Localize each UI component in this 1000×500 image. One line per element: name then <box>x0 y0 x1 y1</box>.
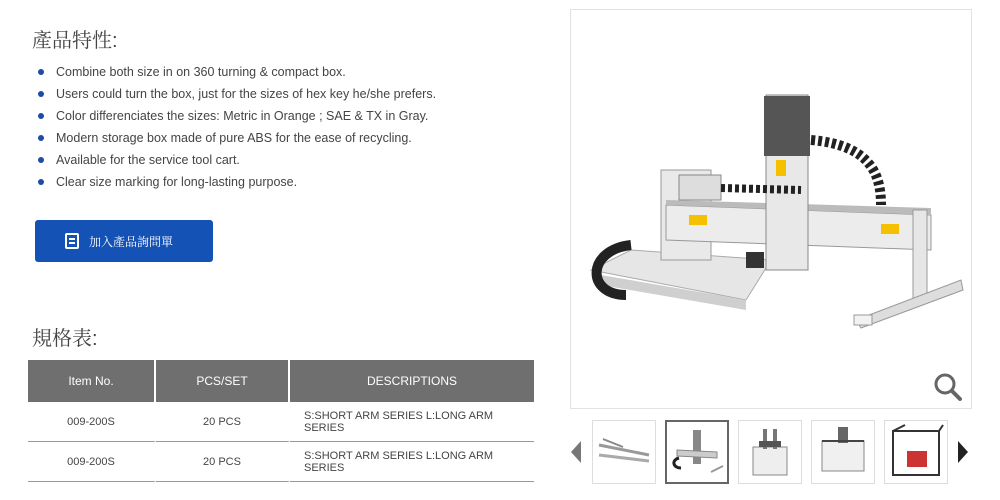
chevron-left-icon[interactable] <box>568 437 584 467</box>
thumbnail-workstation-a[interactable] <box>738 420 802 484</box>
table-row <box>28 402 534 442</box>
feature-text: Available for the service tool cart. <box>56 153 240 167</box>
feature-item <box>36 128 436 150</box>
pcs-set-cell: 20 PCS <box>156 442 290 482</box>
feature-item <box>36 106 436 128</box>
spec-table <box>28 360 534 482</box>
column-header-descriptions: DESCRIPTIONS <box>290 360 534 402</box>
feature-list <box>36 62 436 194</box>
thumbnail-gantry-robot[interactable] <box>665 420 729 484</box>
inquiry-button-label: 加入產品詢問單 <box>89 234 174 249</box>
description-cell: S:SHORT ARM SERIES L:LONG ARM SERIES <box>290 402 534 442</box>
feature-item <box>36 150 436 172</box>
bullet-icon <box>38 179 44 185</box>
features-title: 產品特性: <box>32 30 118 52</box>
bullet-icon <box>38 113 44 119</box>
pcs-set-cell: 20 PCS <box>156 402 290 442</box>
feature-item <box>36 62 436 84</box>
thumbnail-frame-machine[interactable] <box>884 420 948 484</box>
main-product-image[interactable] <box>570 9 972 409</box>
feature-text: Users could turn the box, just for the sizes of hex key he/she prefers. <box>56 87 437 101</box>
table-header-row <box>28 360 534 402</box>
thumbnail-gantry-parts[interactable] <box>592 420 656 484</box>
bullet-icon <box>38 157 44 163</box>
bullet-icon <box>38 69 44 75</box>
item-no-cell: 009-200S <box>28 402 156 442</box>
table-row <box>28 442 534 482</box>
feature-item <box>36 84 436 106</box>
description-cell: S:SHORT ARM SERIES L:LONG ARM SERIES <box>290 442 534 482</box>
item-no-cell: 009-200S <box>28 442 156 482</box>
add-to-inquiry-button[interactable] <box>35 220 213 262</box>
column-header-item-no: Item No. <box>28 360 156 402</box>
chevron-right-icon[interactable] <box>955 437 971 467</box>
spec-title: 規格表: <box>32 328 98 350</box>
bullet-icon <box>38 91 44 97</box>
feature-item <box>36 172 436 194</box>
magnifier-icon[interactable] <box>933 372 963 402</box>
feature-text: Combine both size in on 360 turning & compact box. <box>56 65 346 79</box>
feature-text: Clear size marking for long-lasting purpose. <box>56 175 298 189</box>
feature-text: Modern storage box made of pure ABS for the ease of recycling. <box>56 131 412 145</box>
column-header-pcs-set: PCS/SET <box>156 360 290 402</box>
document-list-icon <box>65 233 79 249</box>
feature-text: Color differenciates the sizes: Metric in Orange ; SAE & TX in Gray. <box>56 109 429 123</box>
gantry-robot-illustration <box>571 10 971 408</box>
bullet-icon <box>38 135 44 141</box>
thumbnail-workstation-b[interactable] <box>811 420 875 484</box>
